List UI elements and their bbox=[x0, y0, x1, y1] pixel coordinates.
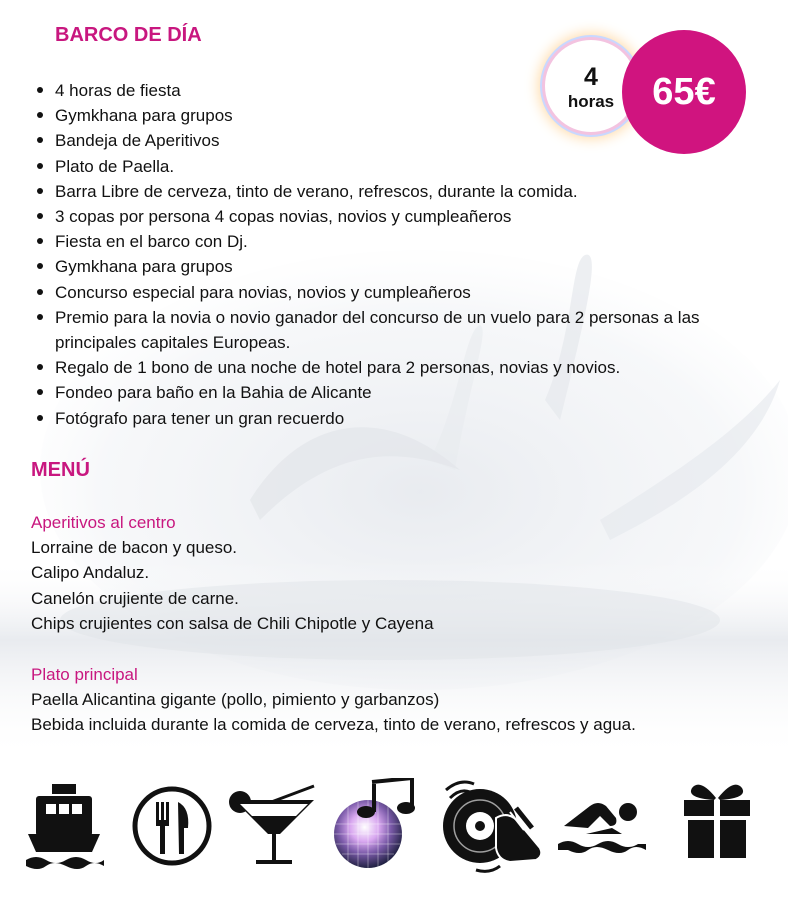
swimmer-icon bbox=[556, 778, 648, 876]
list-item: Premio para la novia o novio ganador del concurso de un vuelo para 2 personas a las principales capitales Europeas. bbox=[55, 305, 775, 355]
menu-item: Lorraine de bacon y queso. bbox=[31, 538, 238, 558]
cocktail-icon bbox=[226, 778, 322, 876]
menu-item: Calipo Andaluz. bbox=[31, 563, 150, 583]
list-item: 4 horas de fiesta bbox=[55, 78, 775, 103]
cutlery-icon bbox=[130, 778, 214, 876]
price-badge: 65€ bbox=[622, 30, 746, 154]
principal-section bbox=[31, 662, 636, 738]
hours-unit: horas bbox=[567, 92, 615, 111]
menu-item: Canelón crujiente de carne. bbox=[31, 588, 239, 608]
menu-title: MENÚ bbox=[31, 459, 90, 481]
aperitivos-heading: Aperitivos al centro bbox=[31, 513, 176, 532]
list-item: Fiesta en el barco con Dj. bbox=[55, 229, 775, 254]
menu-item: Bebida incluida durante la comida de cerveza, tinto de verano, refrescos y agua. bbox=[31, 715, 636, 735]
list-item: 3 copas por persona 4 copas novias, novios y cumpleañeros bbox=[55, 204, 775, 229]
list-item: Concurso especial para novias, novios y cumpleañeros bbox=[55, 280, 775, 305]
list-item: Fondeo para baño en la Bahia de Alicante bbox=[55, 380, 775, 405]
list-item: Fotógrafo para tener un gran recuerdo bbox=[55, 406, 775, 431]
list-item: Plato de Paella. bbox=[55, 154, 775, 179]
list-item: Barra Libre de cerveza, tinto de verano, refrescos, durante la comida. bbox=[55, 179, 775, 204]
list-item: Regalo de 1 bono de una noche de hotel para 2 personas, novias y novios. bbox=[55, 355, 775, 380]
menu-item: Chips crujientes con salsa de Chili Chipotle y Cayena bbox=[31, 613, 434, 633]
gift-icon bbox=[680, 778, 754, 876]
page-title: BARCO DE DÍA bbox=[55, 24, 202, 46]
list-item: Gymkhana para grupos bbox=[55, 254, 775, 279]
hours-number: 4 bbox=[584, 63, 598, 91]
boat-icon bbox=[24, 778, 104, 876]
disco-ball-music-icon bbox=[332, 778, 416, 876]
principal-heading: Plato principal bbox=[31, 665, 138, 684]
aperitivos-section bbox=[31, 510, 434, 636]
dj-turntable-icon bbox=[440, 778, 544, 876]
list-item: Bandeja de Aperitivos bbox=[55, 128, 775, 153]
list-item: Gymkhana para grupos bbox=[55, 103, 775, 128]
menu-item: Paella Alicantina gigante (pollo, pimiento y garbanzos) bbox=[31, 690, 440, 710]
